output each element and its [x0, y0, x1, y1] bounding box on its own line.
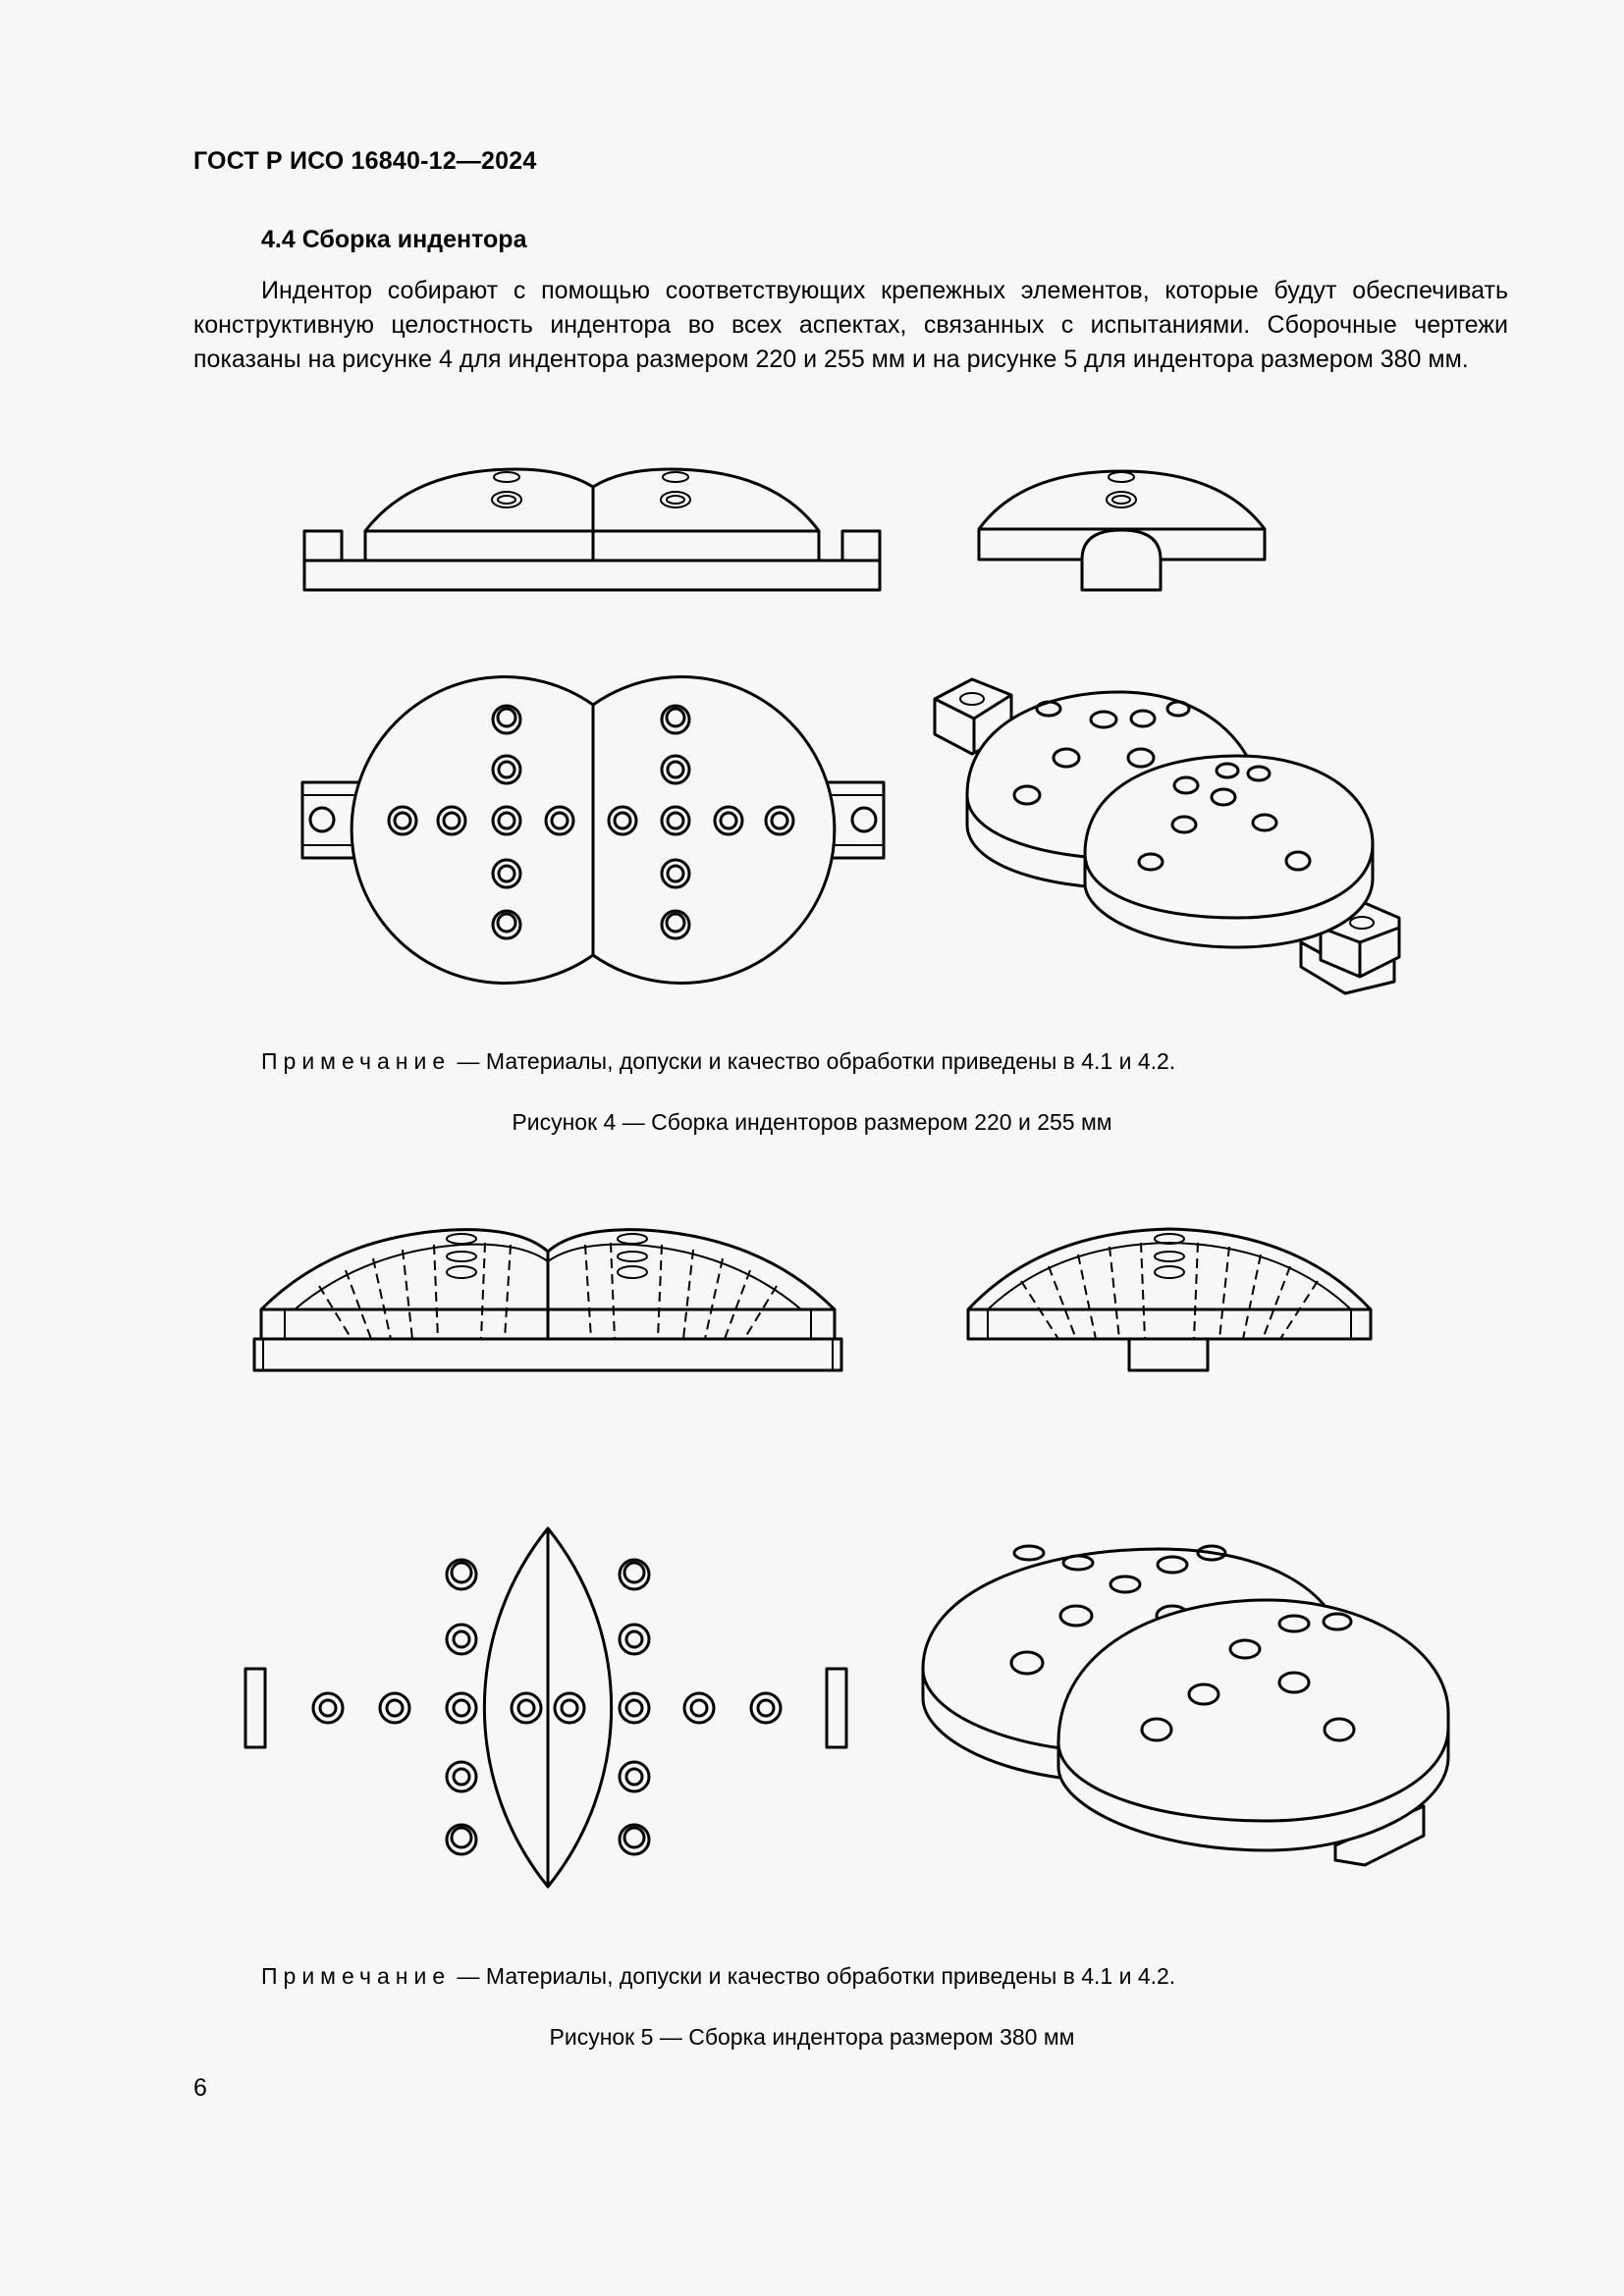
- section-heading: 4.4 Сборка индентора: [261, 226, 527, 253]
- standard-header: ГОСТ Р ИСО 16840-12—2024: [193, 147, 537, 175]
- figure4-isometric-view: [935, 679, 1399, 993]
- figure5-note-text: — Материалы, допуски и качество обработки приведены в 4.1 и 4.2.: [451, 1963, 1176, 1989]
- figure5-note: [261, 1963, 1175, 1990]
- figure5-front-view: [254, 1230, 841, 1370]
- figure5-side-view: [968, 1229, 1371, 1370]
- figure5-caption: Рисунок 5 — Сборка индентора размером 380 мм: [549, 2024, 1075, 2050]
- figure4-caption: Рисунок 4 — Сборка инденторов размером 220 и 255 мм: [512, 1109, 1112, 1135]
- page-number: 6: [193, 2074, 207, 2102]
- figure4-note-text: — Материалы, допуски и качество обработки приведены в 4.1 и 4.2.: [451, 1048, 1176, 1074]
- figure4-note: [261, 1048, 1175, 1075]
- figure4-front-view: [304, 469, 880, 590]
- figure5-isometric-view: [923, 1546, 1448, 1865]
- figure4-side-view: [979, 471, 1265, 590]
- figure5-top-view: [245, 1528, 846, 1887]
- figure4-top-view: [302, 677, 884, 984]
- figure5-note-label: Примечание: [261, 1963, 452, 1989]
- figure4-note-label: Примечание: [261, 1048, 452, 1074]
- section-paragraph: Индентор собирают с помощью соответствующих крепежных элементов, которые будут обеспечивать конструктивную целостность индентора во всех аспектах, связанных с испытаниями. Сборочные чертежи показаны на рисунке 4 для индентора размером 220 и 255 мм и на рисунке 5 для индентора размером 380 мм.: [193, 277, 1508, 373]
